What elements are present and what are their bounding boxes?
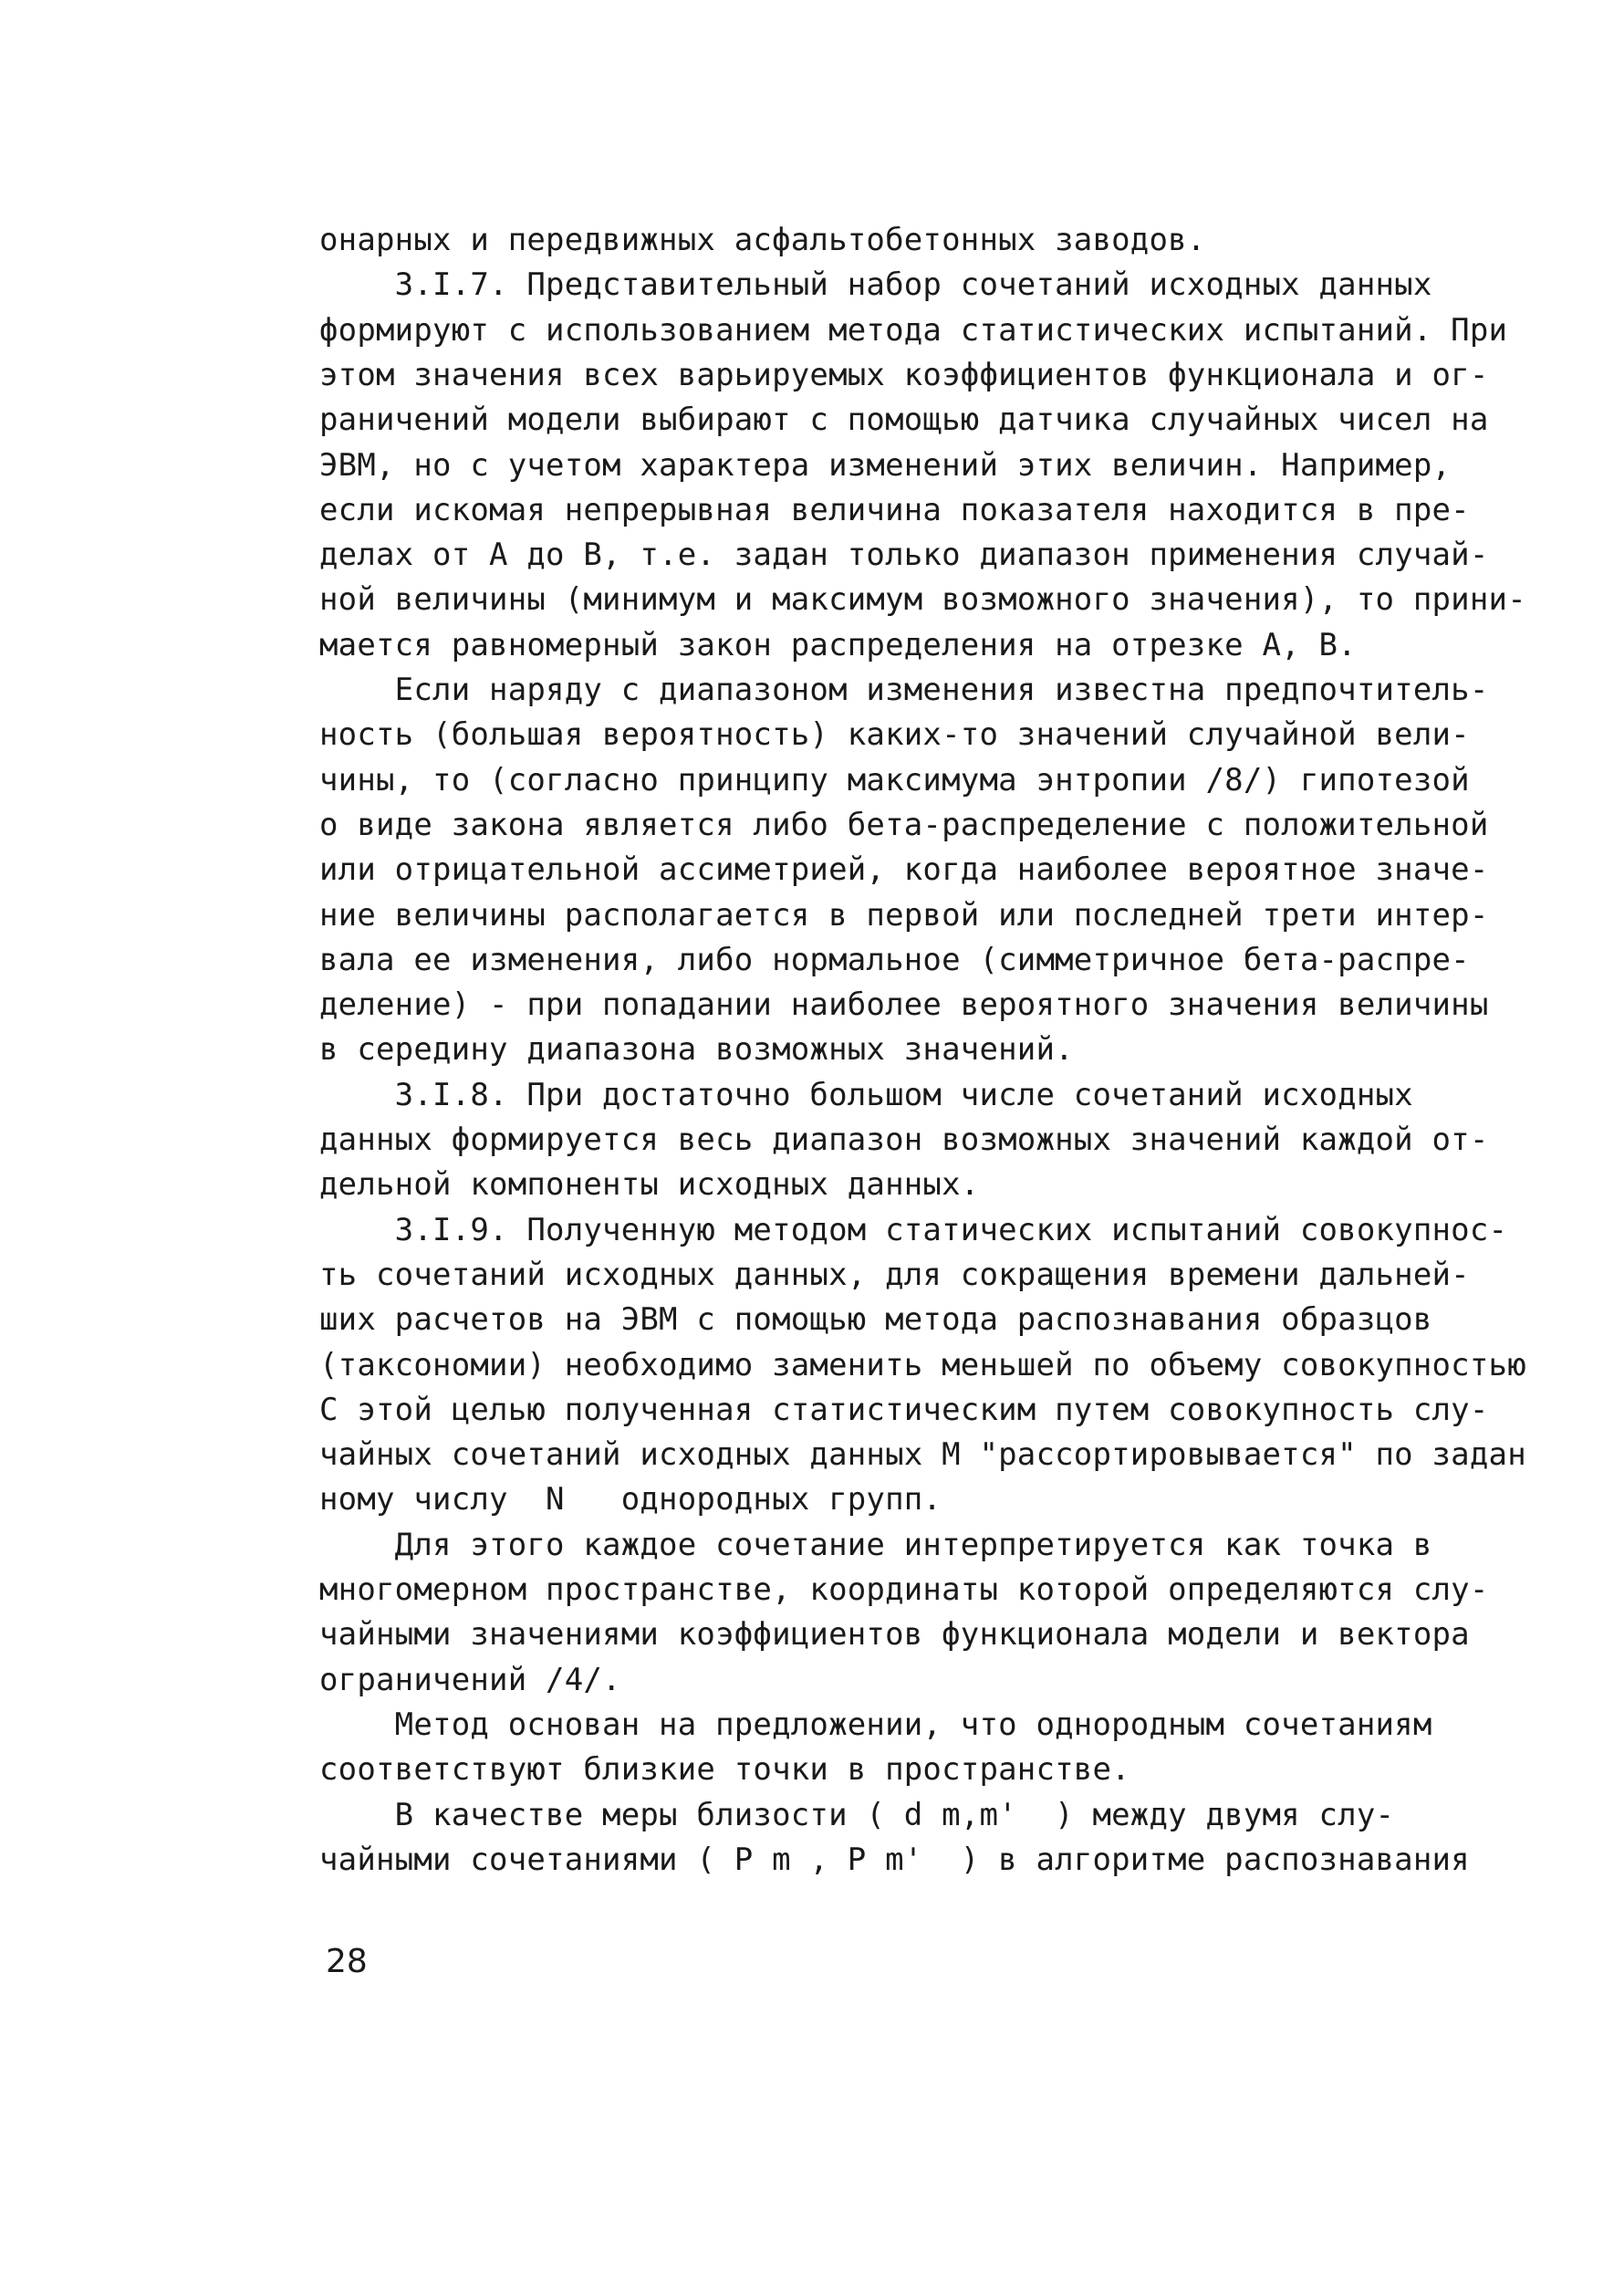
text-line: ЭВМ, но с учетом характера изменений этих величин. Например, (319, 447, 1452, 484)
text-line: делах от А до В, т.е. задан только диапазон применения случай- (319, 537, 1489, 573)
text-line: или отрицательной ассиметрией, когда наиболее вероятное значе- (319, 851, 1489, 888)
text-line: Для этого каждое сочетание интерпретируется как точка в (319, 1527, 1432, 1563)
text-line: Метод основан на предложении, что однородным сочетаниям (319, 1706, 1432, 1743)
text-line: С этой целью полученная статистическим путем совокупность слу- (319, 1392, 1489, 1428)
text-line: многомерном пространстве, координаты которой определяются слу- (319, 1571, 1489, 1608)
text-line: онарных и передвижных асфальтобетонных заводов. (319, 222, 1206, 258)
text-line: вала ее изменения, либо нормальное (симметричное бета-распре- (319, 942, 1470, 978)
text-line: ших расчетов на ЭВМ с помощью метода распознавания образцов (319, 1301, 1432, 1338)
text-line: формируют с использованием метода статистических испытаний. При (319, 312, 1508, 349)
text-line: Если наряду с диапазоном изменения известна предпочтитель- (319, 672, 1489, 708)
text-line: этом значения всех варьируемых коэффициентов функционала и ог- (319, 357, 1489, 393)
text-line: данных формируется весь диапазон возможных значений каждой от- (319, 1122, 1489, 1158)
text-line: чайных сочетаний исходных данных М "рассортировывается" по задан (319, 1436, 1526, 1473)
text-line: дельной компоненты исходных данных. (319, 1166, 980, 1203)
text-line: чины, то (согласно принципу максимума энтропии /8/) гипотезой (319, 762, 1470, 798)
text-line: (таксономии) необходимо заменить меньшей по объему совокупностью (319, 1347, 1526, 1383)
text-line: ограничений /4/. (319, 1662, 621, 1698)
text-line: 3.I.8. При достаточно большом числе сочетаний исходных (319, 1077, 1413, 1113)
text-line: соответствуют близкие точки в пространстве. (319, 1751, 1130, 1788)
text-line: если искомая непрерывная величина показателя находится в пре- (319, 492, 1470, 528)
text-line: ность (большая вероятность) каких-то значений случайной вели- (319, 716, 1470, 753)
text-line: в середину диапазона возможных значений. (319, 1031, 1074, 1068)
text-line: раничений модели выбирают с помощью датчика случайных чисел на (319, 402, 1489, 438)
text-line: ние величины располагается в первой или последней трети интер- (319, 897, 1489, 934)
text-line: В качестве меры близости ( d m,m' ) между двумя слу- (319, 1797, 1395, 1833)
text-line: ной величины (минимум и максимум возможного значения), то прини- (319, 581, 1526, 618)
text-line: о виде закона является либо бета-распределение с положительной (319, 807, 1489, 843)
text-line: чайными сочетаниями ( P m , P m' ) в алгоритме распознавания (319, 1842, 1470, 1878)
text-line: мается равномерный закон распределения на отрезке А, В. (319, 627, 1357, 663)
text-line: ть сочетаний исходных данных, для сокращения времени дальней- (319, 1257, 1470, 1293)
text-line: ному числу N однородных групп. (319, 1481, 942, 1518)
text-line: 3.I.9. Полученную методом статических испытаний совокупнос- (319, 1212, 1508, 1248)
page-number: 28 (326, 1943, 368, 1980)
text-line: деление) - при попадании наиболее вероятного значения величины (319, 986, 1489, 1023)
text-line: чайными значениями коэффициентов функционала модели и вектора (319, 1616, 1470, 1653)
text-line: 3.I.7. Представительный набор сочетаний исходных данных (319, 266, 1432, 303)
